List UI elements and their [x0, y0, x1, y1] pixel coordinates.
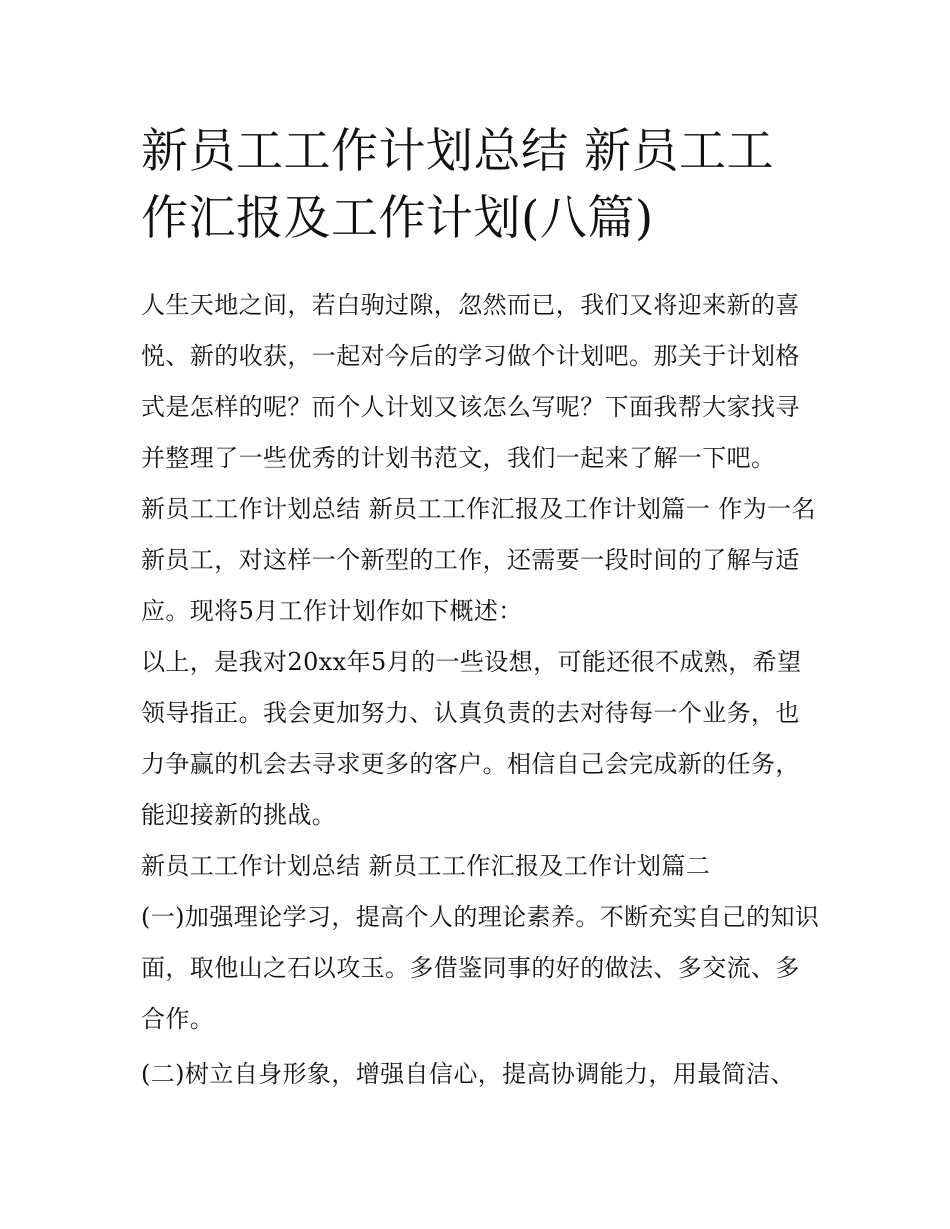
paragraph-item-two: (二)树立自身形象，增强自信心，提高协调能力，用最简洁、 [141, 1060, 795, 1088]
paragraph-item-one: (一)加强理论学习，提高个人的理论素养。不断充实自己的知识面，取他山之石以攻玉。多借鉴同事的好的做法、多交流、多合作。 [141, 903, 820, 1033]
paragraph-part-two-heading: 新员工工作计划总结 新员工工作汇报及工作计划篇二 [141, 852, 711, 880]
paragraph-summary: 以上，是我对20xx年5月的一些设想，可能还很不成熟，希望领导指正。我会更加努力、认真负责的去对待每一个业务，也力争赢的机会去寻求更多的客户。相信自己会完成新的任务，能迎接新的挑战。 [141, 648, 802, 829]
document-body [141, 280, 821, 1100]
paragraph-intro: 人生天地之间，若白驹过隙，忽然而已，我们又将迎来新的喜悦、新的收获，一起对今后的学习做个计划吧。那关于计划格式是怎样的呢？而个人计划又该怎么写呢？下面我帮大家找寻并整理了一些优秀的计划书范文，我们一起来了解一下吧。 [141, 291, 800, 472]
document-title: 新员工工作计划总结 新员工工作汇报及工作计划(八篇) [141, 124, 774, 246]
paragraph-part-one: 新员工工作计划总结 新员工工作汇报及工作计划篇一 作为一名新员工，对这样一个新型的工作，还需要一段时间的了解与适应。现将5月工作计划作如下概述： [141, 495, 816, 625]
